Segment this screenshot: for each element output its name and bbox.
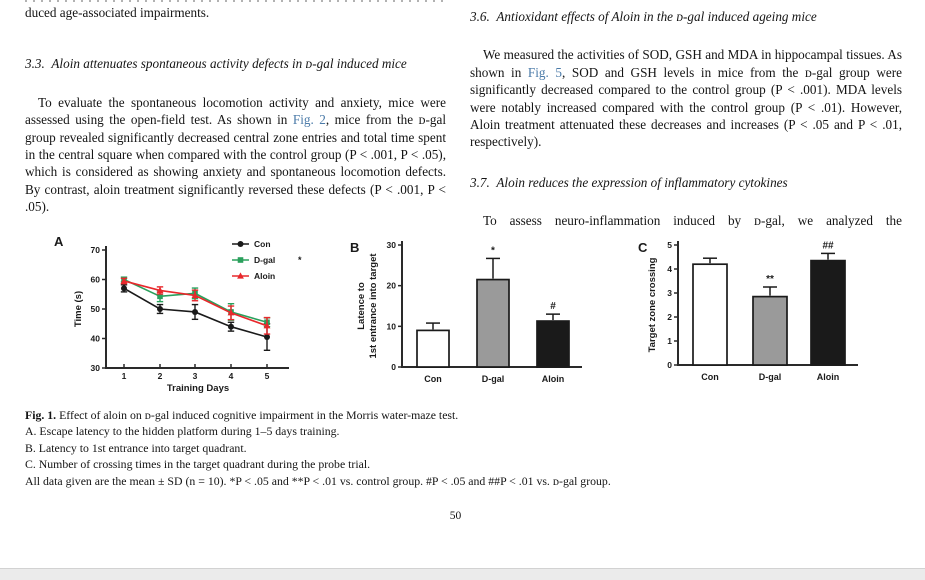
escape-latency-line-chart [48, 233, 338, 401]
figure-label: Fig. 1. [25, 408, 57, 422]
fig-5-link[interactable]: Fig. 5 [527, 64, 563, 80]
section-heading-3-3: 3.3. Aloin attenuates spontaneous activity defects in ᴅ-gal induced mice [25, 56, 407, 72]
svg-text:**: ** [766, 274, 774, 285]
caption-line-5: All data given are the mean ± SD (n = 10). *P < .05 and **P < .01 vs. control group. #P < .05 and ##P < .01 vs. ᴅ-gal group. [25, 473, 611, 488]
caption-line-3: B. Latency to 1st entrance into target quadrant. [25, 440, 247, 455]
svg-text:30: 30 [90, 363, 100, 373]
caption-text: Effect of aloin on ᴅ-gal induced cognitive impairment in the Morris water-maze test. [56, 408, 459, 422]
svg-text:60: 60 [90, 274, 100, 285]
panel-b-label: B [350, 240, 360, 255]
figure-panel-b [345, 233, 595, 401]
paragraph-3-6 [470, 46, 902, 150]
panel-c-label: C [638, 240, 648, 255]
page-number: 50 [449, 510, 462, 522]
svg-text:10: 10 [386, 321, 396, 332]
svg-text:Time (s): Time (s) [73, 290, 84, 328]
paragraph-text: , SOD and GSH levels in mice from the ᴅ-gal group were significantly decreased compared to the control group (P < .001). MDA levels were notably increased compared with the control group (P < .01). However, Aloin treatment attenuated these decreases and increases (P < .05 and P < .01, respectively). [470, 64, 902, 150]
svg-text:D-gal: D-gal [254, 255, 276, 265]
svg-text:0: 0 [391, 362, 396, 372]
svg-text:4: 4 [228, 371, 234, 381]
section-heading-3-6: 3.6. Antioxidant effects of Aloin in the ᴅ-gal induced ageing mice [470, 9, 817, 24]
svg-text:D-gal: D-gal [758, 372, 782, 382]
cropped-previous-line-fragment [25, 0, 445, 2]
svg-text:5: 5 [667, 240, 672, 250]
right-column [470, 8, 902, 230]
section-heading-3-7: 3.7. Aloin reduces the expression of inflammatory cytokines [470, 174, 788, 190]
paragraph-text: To evaluate the spontaneous locomotion activity and anxiety, mice were assessed using the open-field test. As shown in [25, 94, 446, 128]
svg-text:Aloin: Aloin [816, 372, 840, 382]
latency-bar-chart [345, 233, 595, 401]
svg-text:Con: Con [424, 374, 442, 384]
svg-text:Aloin: Aloin [541, 374, 565, 384]
paragraph-text: We measured the activities of SOD, GSH and MDA in hippocampal tissues. As shown in [470, 47, 902, 80]
svg-text:20: 20 [386, 280, 396, 291]
left-column [25, 4, 446, 216]
fig-2-link[interactable]: Fig. 2 [292, 112, 326, 128]
figure-caption [25, 407, 903, 489]
svg-text:4: 4 [667, 264, 672, 274]
svg-text:1st entrance into target: 1st entrance into target [368, 253, 379, 359]
paragraph-3-7: To assess neuro-inflammation induced by ᴅ-gal, we analyzed the [483, 213, 902, 229]
svg-text:50: 50 [90, 304, 100, 314]
caption-line-2: A. Escape latency to the hidden platform during 1–5 days training. [25, 424, 340, 439]
figure-panel-c [630, 233, 880, 401]
panel-a-label: A [54, 234, 64, 249]
caption-line-4: C. Number of crossing times in the target quadrant during the probe trial. [25, 457, 371, 472]
caption-line-1 [25, 407, 903, 423]
svg-text:Aloin: Aloin [254, 271, 276, 281]
svg-text:3: 3 [192, 371, 198, 381]
svg-text:1: 1 [121, 371, 127, 381]
svg-text:1: 1 [667, 336, 672, 346]
svg-text:Con: Con [701, 372, 719, 382]
paragraph-text: , mice from the ᴅ-gal group revealed significantly decreased central zone entries and total time spent in the central square when compared with the control group (P < .001, P < .05), which is considered as showing anxiety and spontaneous locomotion defects. By contrast, aloin treatment significantly reversed these defects (P < .001, P < .05). [25, 112, 447, 215]
figure-panel-a [48, 233, 338, 401]
paragraph-fragment: duced age-associated impairments. [25, 5, 210, 20]
svg-text:30: 30 [386, 240, 396, 250]
svg-text:Latence to: Latence to [356, 282, 367, 330]
svg-text:0: 0 [667, 360, 672, 370]
svg-text:*: * [298, 255, 302, 265]
svg-text:2: 2 [157, 371, 163, 381]
paragraph-3-3 [25, 94, 446, 216]
svg-text:2: 2 [667, 312, 672, 322]
svg-text:Target zone crossing: Target zone crossing [647, 257, 658, 353]
svg-text:*: * [491, 245, 495, 257]
svg-text:##: ## [822, 240, 834, 252]
svg-text:3: 3 [667, 288, 672, 298]
svg-text:70: 70 [90, 245, 100, 255]
svg-text:40: 40 [90, 333, 100, 344]
svg-text:5: 5 [264, 371, 270, 381]
svg-text:Training Days: Training Days [166, 383, 230, 394]
svg-text:Con: Con [254, 239, 271, 249]
svg-text:D-gal: D-gal [481, 374, 505, 384]
svg-text:#: # [550, 301, 556, 313]
horizontal-scrollbar-track[interactable] [0, 568, 925, 580]
zone-crossing-bar-chart [630, 233, 880, 401]
